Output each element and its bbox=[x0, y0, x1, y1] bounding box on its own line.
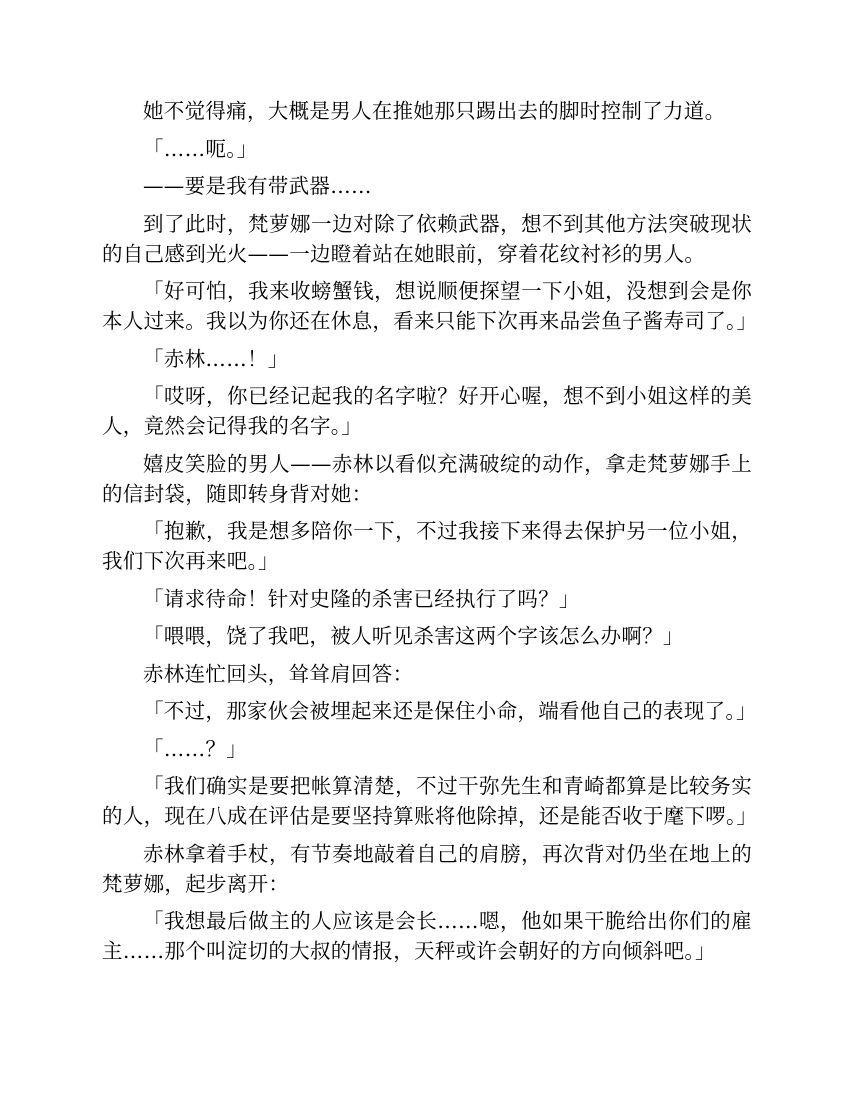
paragraph: 「……？」 bbox=[143, 736, 247, 761]
paragraph: 「喂喂，饶了我吧，被人听见杀害这两个字该怎么办啊？」 bbox=[143, 624, 684, 648]
paragraph: 她不觉得痛，大概是男人在推她那只踢出去的脚时控制了力道。 bbox=[143, 99, 726, 123]
paragraph: 「我想最后做主的人应该是会长……嗯，他如果干脆给出你们的雇主……那个叫淀切的大叔的情报，天秤或许会朝好的方向倾斜吧。」 bbox=[102, 909, 752, 963]
paragraph: 「请求待命！针对史隆的杀害已经执行了吗？」 bbox=[143, 586, 580, 611]
paragraph: 到了此时，梵萝娜一边对除了依赖武器，想不到其他方法突破现状的自己感到光火——一边瞪着站在她眼前，穿着花纹衬衫的男人。 bbox=[102, 211, 752, 266]
paragraph: 「我们确实是要把帐算清楚，不过干弥先生和青崎都算是比较务实的人，现在八成在评估是要坚持算账将他除掉，还是能否收于麾下啰。」 bbox=[102, 774, 758, 828]
paragraph: 「……呃。」 bbox=[143, 136, 258, 161]
paragraph: 「哎呀，你已经记起我的名字啦？好开心喔，想不到小姐这样的美人，竟然会记得我的名字。」 bbox=[102, 384, 752, 438]
paragraph: 嬉皮笑脸的男人——赤林以看似充满破绽的动作，拿走梵萝娜手上的信封袋，随即转身背对她： bbox=[102, 451, 752, 506]
paragraph: 「不过，那家伙会被埋起来还是保住小命，端看他自己的表现了。」 bbox=[143, 699, 757, 723]
paragraph: ——要是我有带武器…… bbox=[143, 174, 372, 198]
paragraph: 「抱歉，我是想多陪你一下，不过我接下来得去保护另一位小姐，我们下次再来吧。」 bbox=[102, 519, 752, 573]
document-page bbox=[102, 96, 758, 974]
paragraph: 「赤林……！」 bbox=[143, 346, 289, 371]
paragraph: 赤林拿着手杖，有节奏地敲着自己的肩膀，再次背对仍坐在地上的梵萝娜，起步离开： bbox=[102, 841, 752, 896]
paragraph: 赤林连忙回头，耸耸肩回答： bbox=[143, 661, 414, 686]
paragraph: 「好可怕，我来收螃蟹钱，想说顺便探望一下小姐，没想到会是你本人过来。我以为你还在休息，看来只能下次再来品尝鱼子酱寿司了。」 bbox=[102, 279, 758, 333]
